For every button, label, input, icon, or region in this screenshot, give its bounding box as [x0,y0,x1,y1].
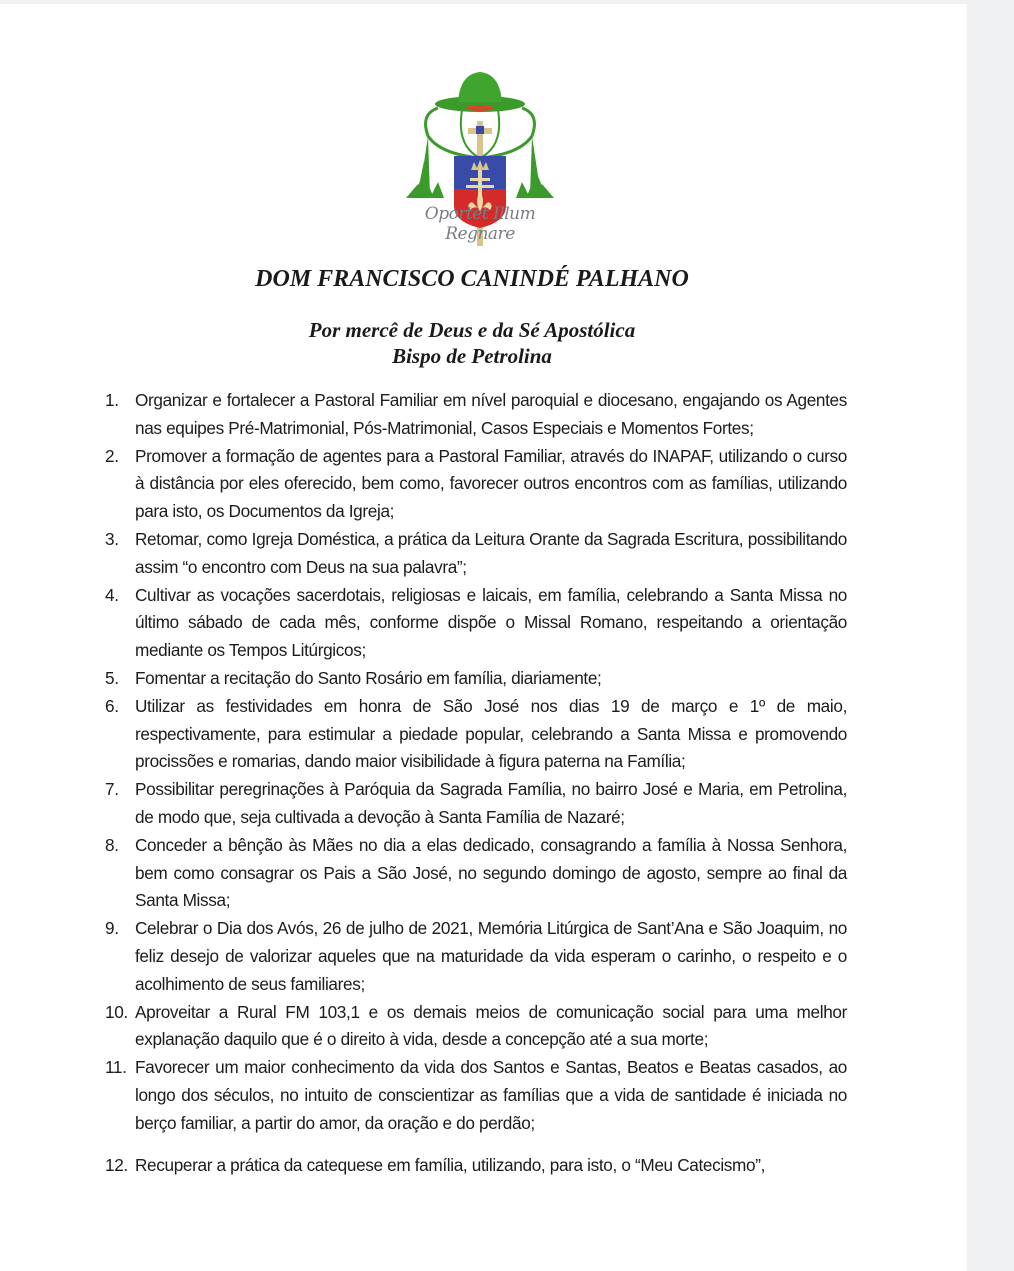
item-number: 12. [105,1154,128,1175]
list-item [105,526,847,582]
item-text: Recuperar a prática da catequese em família, utilizando, para isto, o “Meu Catecismo”, [135,1154,766,1175]
item-text: Retomar, como Igreja Doméstica, a prática da Leitura Orante da Sagrada Escritura, possibilitando assim “o encontro com Deus na sua palavra”; [135,528,847,577]
item-text: Celebrar o Dia dos Avós, 26 de julho de 2021, Memória Litúrgica de Sant’Ana e São Joaquim, no feliz desejo de valorizar aqueles que na maturidade da vida esperam o carinho, o respeito e o acolhimento de seus familiares; [135,918,847,994]
subtitle-line-2: Bispo de Petrolina [392,344,552,368]
item-text: Favorecer um maior conhecimento da vida dos Santos e Santas, Beatos e Beatas casados, ao longo dos séculos, no intuito de conscientizar as famílias que a vida de santidade é iniciada no berço familiar, a partir do amor, da oração e do perdão; [135,1057,847,1133]
item-text: Cultivar as vocações sacerdotais, religiosas e laicais, em família, celebrando a Santa Missa no último sábado de cada mês, conforme dispõe o Missal Romano, respeitando a orientação mediante os Tempos Litúrgicos; [135,584,847,661]
subtitle-line-1: Por mercê de Deus e da Sé Apostólica [308,318,636,342]
item-number: 1. [105,390,119,410]
list-item [105,693,847,776]
item-text: Aproveitar a Rural FM 103,1 e os demais meios de comunicação social para uma melhor explanação daquilo que é o direito à vida, desde a concepção até a sua morte; [135,1001,847,1050]
item-text: Organizar e fortalecer a Pastoral Familiar em nível paroquial e diocesano, engajando os Agentes nas equipes Pré-Matrimonial, Pós-Matrimonial, Casos Especiais e Momentos Fortes; [135,390,847,438]
item-number: 8. [105,834,119,855]
guidelines-list [105,387,847,1179]
item-number: 3. [105,528,119,549]
item-number: 7. [105,779,119,800]
document-page [0,4,967,1271]
item-text: Fomentar a recitação do Santo Rosário em família, diariamente; [135,667,602,688]
item-number: 2. [105,445,119,466]
item-number: 10. [105,1001,128,1022]
bishop-subtitle [0,317,944,369]
list-item [105,776,847,832]
list-item [105,832,847,915]
bishop-name: DOM FRANCISCO CANINDÉ PALHANO [255,266,689,292]
item-text: Possibilitar peregrinações à Paróquia da Sagrada Família, no bairro José e Maria, em Petrolina, de modo que, seja cultivada a devoção à Santa Família de Nazaré; [135,779,847,827]
list-item [105,1152,847,1180]
list-item [105,1054,847,1137]
list-item [105,915,847,998]
motto: Oportet Illum Regnare [424,204,536,244]
item-text: Promover a formação de agentes para a Pastoral Familiar, através do INAPAF, utilizando o curso à distância por eles oferecido, bem como, favorecer outros encontros com as famílias, utilizando para isto, os Documentos da Igreja; [135,445,847,522]
list-item [105,387,847,443]
list-item [105,665,847,693]
item-number: 5. [105,667,119,688]
item-text: Utilizar as festividades em honra de São José nos dias 19 de março e 1º de maio, respectivamente, para estimular a piedade popular, celebrando a Santa Missa e promovendo procissões e romarias, dando maior visibilidade à figura paterna na Família; [135,695,847,772]
item-number: 11. [105,1057,127,1078]
item-number: 4. [105,584,119,605]
list-item [105,999,847,1055]
list-item [105,443,847,526]
list-item [105,582,847,665]
item-text: Conceder a bênção às Mães no dia a elas dedicado, consagrando a família à Nossa Senhora, bem como consagrar os Pais a São José, no segundo domingo de agosto, sempre ao final da Santa Missa; [135,834,847,911]
item-number: 6. [105,695,119,716]
item-number: 9. [105,918,119,939]
